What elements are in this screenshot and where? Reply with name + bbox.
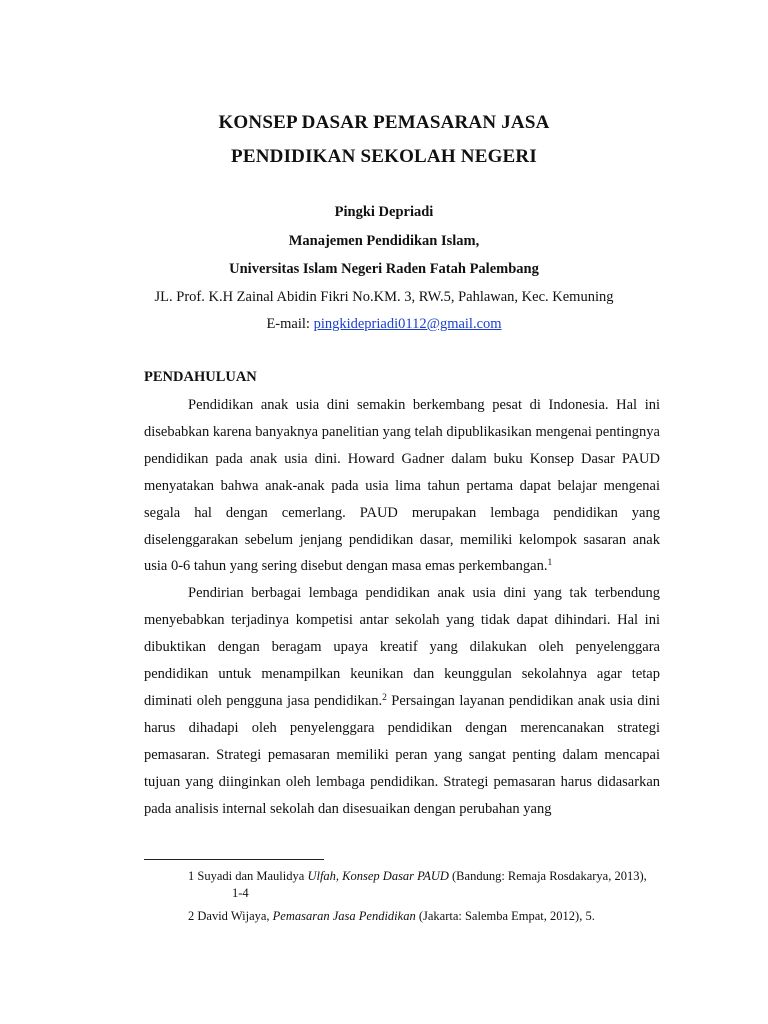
footnotes [188, 868, 668, 925]
footnote-ref-2[interactable]: 2 [382, 692, 387, 703]
footnote-2-post: (Jakarta: Salemba Empat, 2012), 5. [415, 909, 595, 923]
paragraph-2 [144, 580, 660, 822]
university: Universitas Islam Negeri Raden Fatah Palembang [229, 261, 539, 277]
paragraph-1-text: Pendidikan anak usia dini semakin berkembang pesat di Indonesia. Hal ini disebabkan karena banyaknya panelitian yang telah dipublikasikan mengenai pentingnya pendidikan pada anak usia dini. Howard Gadner dalam buku Konsep Dasar PAUD menyatakan bahwa anak-anak pada usia lima tahun pertama dapat belajar mengenai segala hal dengan cemerlang. PAUD merupakan lembaga pendidikan yang diselenggarakan sebelum jenjang pendidikan dasar, memiliki kelompok sasaran anak usia 0-6 tahun yang sering disebut dengan masa emas perkembangan. [144, 397, 660, 575]
email-label: E-mail: [266, 316, 314, 332]
title-line-1: KONSEP DASAR PEMASARAN JASA [218, 112, 550, 133]
footnote-2-title: Pemasaran Jasa Pendidikan [272, 909, 416, 923]
footnote-2-pre: 2 David Wijaya, [188, 909, 273, 923]
email-line [0, 316, 768, 333]
section-heading: PENDAHULUAN [144, 369, 257, 385]
paragraph-1 [144, 392, 660, 580]
footnote-1-title: Ulfah, Konsep Dasar PAUD [307, 869, 449, 883]
email-link[interactable]: pingkidepriadi0112@gmail.com [313, 316, 502, 332]
title-line-2: PENDIDIKAN SEKOLAH NEGERI [231, 146, 537, 167]
department: Manajemen Pendidikan Islam, [288, 233, 480, 249]
footnote-ref-1[interactable]: 1 [547, 558, 553, 569]
paragraph-2-text-a: Pendirian berbagai lembaga pendidikan anak usia dini yang tak terbendung menyebabkan terjadinya kompetisi antar sekolah yang tidak dapat dihindari. Hal ini dibuktikan dengan beragam upaya kreatif yang dilakukan oleh penyelenggara pendidikan untuk menampilkan keunikan dan keunggulan sekolahnya agar tetap diminati oleh pengguna jasa pendidikan. [144, 585, 660, 709]
address: JL. Prof. K.H Zainal Abidin Fikri No.KM. 3, RW.5, Pahlawan, Kec. Kemuning [154, 289, 614, 305]
footnote-divider [144, 859, 324, 860]
footnote-1 [188, 868, 668, 885]
author-name: Pingki Depriadi [334, 204, 434, 220]
footnote-1-pre: 1 Suyadi dan Maulidya [188, 869, 308, 883]
footnote-1-post: (Bandung: Remaja Rosdakarya, 2013), [448, 869, 647, 883]
body-text [144, 392, 660, 823]
paragraph-2-text-b: Persaingan layanan pendidikan anak usia dini harus dihadapi oleh penyelenggara pendidikan dengan merencanakan strategi pemasaran. Strategi pemasaran memiliki peran yang sangat penting dalam mencapai tujuan yang diinginkan oleh lembaga pendidikan. Strategi pemasaran harus didasarkan pada analisis internal sekolah dan disesuaikan dengan perubahan yang [144, 692, 660, 817]
footnote-1-continuation: 1-4 [232, 886, 249, 900]
footnote-2 [188, 908, 668, 925]
